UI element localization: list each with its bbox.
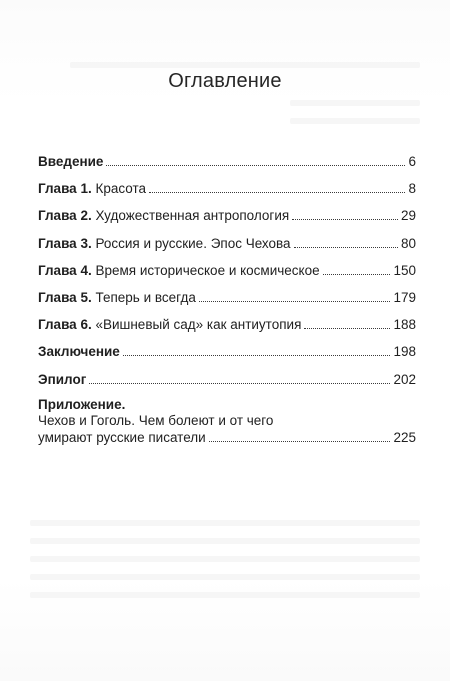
toc-page-number: 80 (400, 235, 416, 251)
toc-page-number: 225 (393, 429, 416, 445)
dot-leader (292, 219, 398, 220)
toc-entry-chapter-6 (38, 317, 416, 332)
toc-entry-prefix: Глава 5. (38, 289, 92, 305)
toc-entry-chapter-3 (38, 236, 416, 251)
toc-page-number: 188 (393, 317, 416, 333)
toc-page-number: 202 (393, 371, 416, 387)
bleed-through-text (290, 118, 420, 124)
page-title: Оглавление (168, 70, 282, 92)
toc-page-number: 198 (393, 344, 416, 360)
bleed-through-text (30, 556, 420, 562)
toc-entry-prefix: Глава 3. (38, 235, 92, 251)
appendix-title-line-1: Чехов и Гоголь. Чем болеют и от чего (38, 412, 274, 428)
bleed-through-text (30, 538, 420, 544)
appendix-title-row (38, 430, 416, 445)
bleed-through-text (30, 520, 420, 526)
bleed-through-text (30, 592, 420, 598)
appendix-title-line-2: умирают русские писатели (38, 429, 206, 445)
toc-entry-title: «Вишневый сад» как антиутопия (91, 317, 302, 333)
toc-entry-prefix: Глава 2. (38, 208, 92, 224)
toc-entry-conclusion (38, 344, 416, 359)
dot-leader (209, 441, 391, 442)
toc-entry-chapter-4 (38, 263, 416, 278)
toc-entry-prefix: Глава 1. (38, 181, 92, 197)
toc-entry-chapter-1 (38, 181, 416, 196)
toc-entry-prefix: Глава 4. (38, 262, 92, 278)
dot-leader (123, 355, 391, 356)
appendix-heading: Приложение. (38, 396, 126, 412)
toc-page-number: 179 (393, 289, 416, 305)
toc-page-number: 150 (393, 262, 416, 278)
dot-leader (149, 192, 405, 193)
toc-entry-chapter-5 (38, 290, 416, 305)
dot-leader (199, 301, 391, 302)
table-of-contents (38, 154, 416, 445)
toc-entry-title: Россия и русские. Эпос Чехова (91, 235, 291, 251)
toc-page-number: 8 (408, 181, 416, 197)
toc-entry-title: Теперь и всегда (91, 289, 196, 305)
dot-leader (304, 328, 390, 329)
dot-leader (89, 383, 390, 384)
toc-page-number: 29 (400, 208, 416, 224)
toc-entry-epilogue (38, 372, 416, 387)
bleed-through-text (290, 100, 420, 106)
toc-page-number: 6 (408, 154, 416, 169)
toc-entry-prefix: Введение (38, 154, 104, 169)
toc-entry-prefix: Заключение (38, 344, 120, 360)
dot-leader (294, 247, 398, 248)
bleed-through-text (30, 574, 420, 580)
dot-leader (106, 165, 405, 166)
toc-entry-appendix (38, 397, 416, 445)
toc-entry-prefix: Глава 6. (38, 317, 92, 333)
toc-entry-introduction (38, 154, 416, 169)
toc-entry-chapter-2 (38, 208, 416, 223)
toc-entry-prefix: Эпилог (38, 371, 87, 387)
toc-entry-title: Время историческое и космическое (91, 262, 320, 278)
bleed-through-text (70, 62, 420, 68)
toc-entry-title: Красота (91, 181, 147, 197)
dot-leader (323, 274, 391, 275)
toc-entry-title: Художественная антропология (91, 208, 290, 224)
